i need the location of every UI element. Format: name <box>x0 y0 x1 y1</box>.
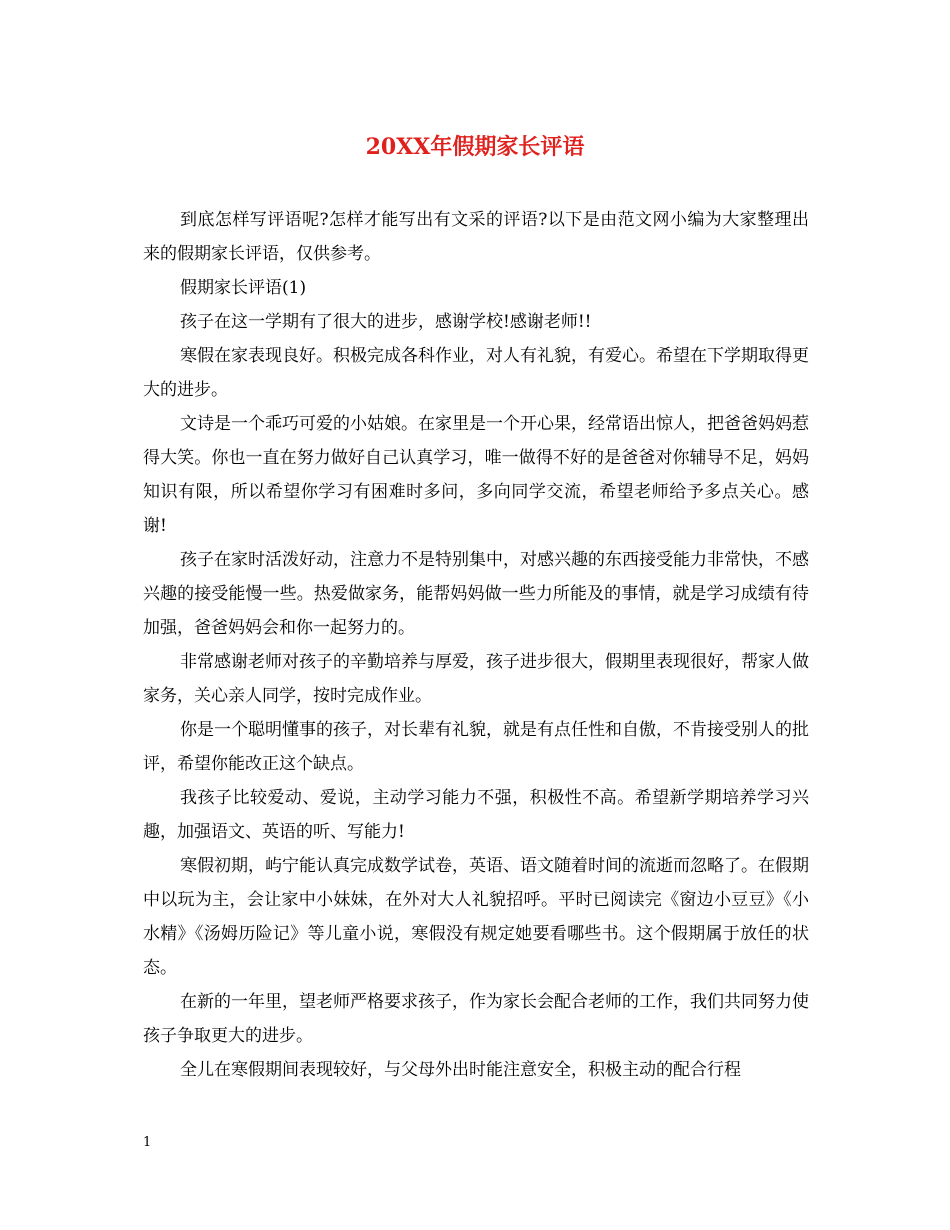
paragraph-section-heading: 假期家长评语(1) <box>180 278 307 298</box>
paragraph-intro: 到底怎样写评语呢?怎样才能写出有文采的评语?以下是由范文网小编为大家整理出来的假期家长评语，仅供参考。 <box>143 210 809 264</box>
paragraph: 寒假初期，屿宁能认真完成数学试卷，英语、语文随着时间的流逝而忽略了。在假期中以玩为主，会让家中小妹妹，在外对大人礼貌招呼。平时已阅读完《窗边小豆豆》《小水精》《汤姆历险记》等儿童小说，寒假没有规定她要看哪些书。这个假期属于放任的状态。 <box>143 856 809 978</box>
paragraph: 全儿在寒假期间表现较好，与父母外出时能注意安全，积极主动的配合行程 <box>180 1060 741 1080</box>
paragraph: 非常感谢老师对孩子的辛勤培养与厚爱，孩子进步很大，假期里表现很好，帮家人做家务，关心亲人同学，按时完成作业。 <box>143 652 809 706</box>
paragraph: 文诗是一个乖巧可爱的小姑娘。在家里是一个开心果，经常语出惊人，把爸爸妈妈惹得大笑。你也一直在努力做好自己认真学习，唯一做得不好的是爸爸对你辅导不足，妈妈知识有限，所以希望你学习有困难时多问，多向同学交流，希望老师给予多点关心。感谢! <box>143 414 809 536</box>
paragraph: 孩子在家时活泼好动，注意力不是特别集中，对感兴趣的东西接受能力非常快，不感兴趣的接受能慢一些。热爱做家务，能帮妈妈做一些力所能及的事情，就是学习成绩有待加强，爸爸妈妈会和你一起努力的。 <box>143 550 809 638</box>
paragraph: 孩子在这一学期有了很大的进步，感谢学校!感谢老师!! <box>180 312 592 332</box>
document-body <box>143 203 809 1087</box>
paragraph: 在新的一年里，望老师严格要求孩子，作为家长会配合老师的工作，我们共同努力使孩子争取更大的进步。 <box>143 992 809 1046</box>
document-title: 20XX年假期家长评语 <box>365 134 585 160</box>
paragraph: 你是一个聪明懂事的孩子，对长辈有礼貌，就是有点任性和自傲，不肯接受别人的批评，希望你能改正这个缺点。 <box>143 720 809 774</box>
paragraph: 我孩子比较爱动、爱说，主动学习能力不强，积极性不高。希望新学期培养学习兴趣，加强语文、英语的听、写能力! <box>143 788 809 842</box>
paragraph: 寒假在家表现良好。积极完成各科作业，对人有礼貌，有爱心。希望在下学期取得更大的进步。 <box>143 346 809 400</box>
page-number: 1 <box>143 1135 152 1150</box>
